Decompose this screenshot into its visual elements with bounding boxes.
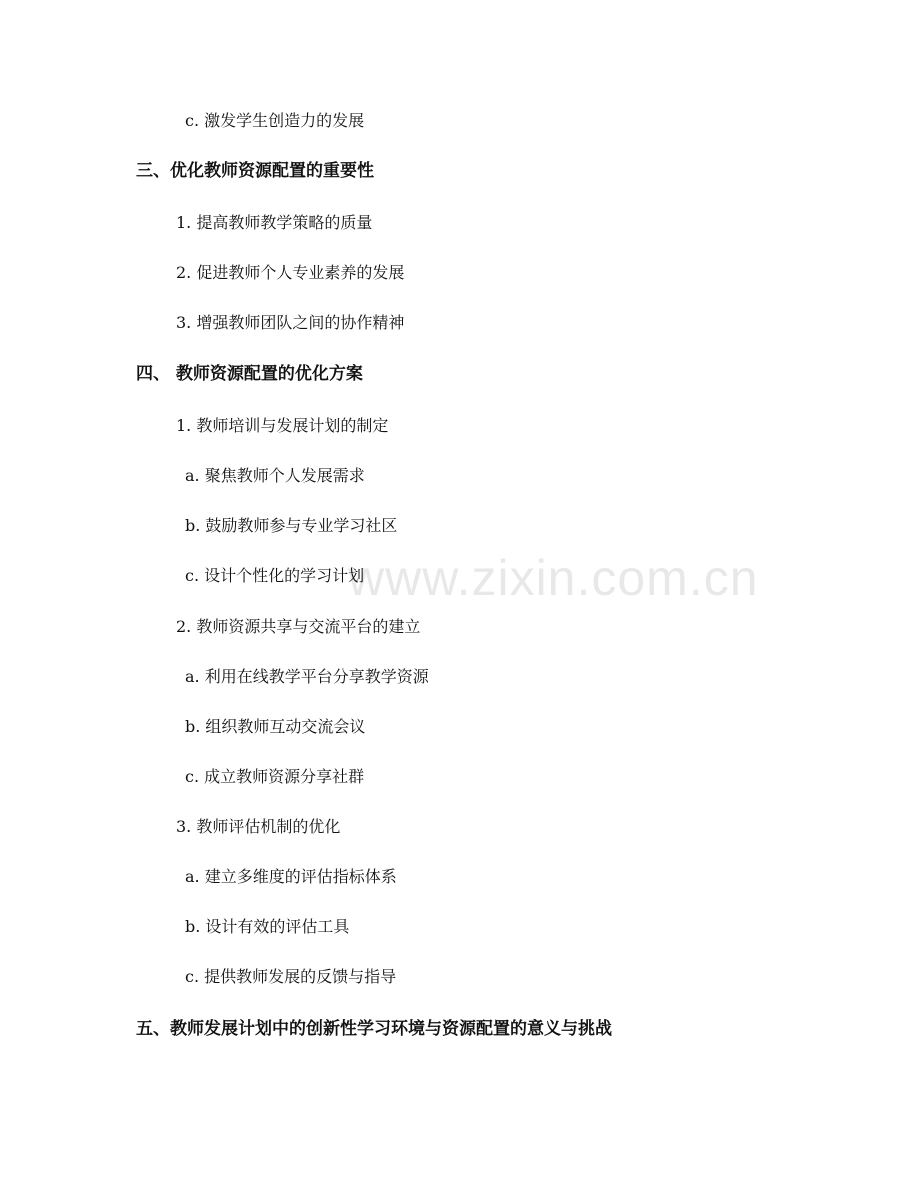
- list-item: a. 建立多维度的评估指标体系: [185, 867, 397, 886]
- list-item: a. 聚焦教师个人发展需求: [185, 466, 365, 485]
- list-item: 2. 促进教师个人专业素养的发展: [176, 263, 405, 282]
- list-item: 3. 教师评估机制的优化: [176, 817, 341, 836]
- list-item: 2. 教师资源共享与交流平台的建立: [176, 617, 421, 636]
- list-item: c. 提供教师发展的反馈与指导: [185, 967, 397, 986]
- list-item: 1. 提高教师教学策略的质量: [176, 213, 373, 232]
- list-item: b. 组织教师互动交流会议: [185, 717, 366, 736]
- section-heading: 五、教师发展计划中的创新性学习环境与资源配置的意义与挑战: [136, 1019, 612, 1039]
- section-heading: 三、优化教师资源配置的重要性: [136, 161, 374, 181]
- section-heading: 四、 教师资源配置的优化方案: [136, 364, 363, 384]
- list-item: a. 利用在线教学平台分享教学资源: [185, 667, 429, 686]
- list-item: c. 激发学生创造力的发展: [185, 111, 365, 130]
- list-item: c. 设计个性化的学习计划: [185, 566, 365, 585]
- watermark: www.zixin.com.cn: [348, 550, 759, 606]
- list-item: b. 鼓励教师参与专业学习社区: [185, 516, 398, 535]
- list-item: c. 成立教师资源分享社群: [185, 767, 365, 786]
- list-item: b. 设计有效的评估工具: [185, 917, 350, 936]
- list-item: 1. 教师培训与发展计划的制定: [176, 416, 389, 435]
- list-item: 3. 增强教师团队之间的协作精神: [176, 313, 405, 332]
